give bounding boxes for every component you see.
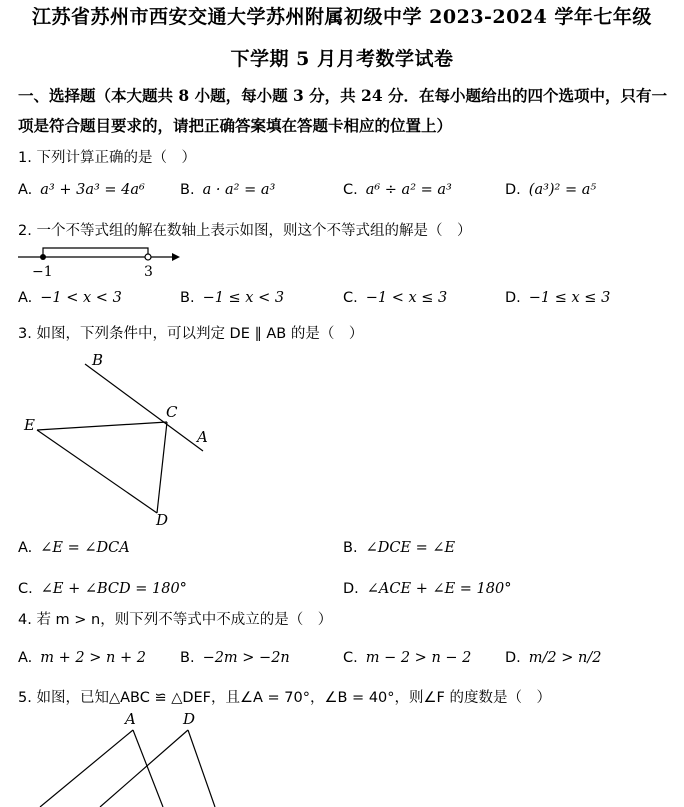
q1-option-c-text: a⁶ ÷ a² = a³ — [365, 182, 452, 198]
point-label-a: A — [197, 428, 208, 446]
q3-option-c-label: C. — [18, 581, 33, 597]
q3-option-b-text: ∠DCE = ∠E — [365, 540, 456, 556]
q2-option-b-text: −1 ≤ x < 3 — [202, 290, 285, 306]
title-line-1: 江苏省苏州市西安交通大学苏州附属初级中学 2023-2024 学年七年级 — [32, 6, 652, 28]
section-heading-line-1: 一、选择题（本大题共 8 小题，每小题 3 分，共 24 分．在每小题给出的四个选项中，只有一 — [18, 86, 668, 105]
q3-geometry-figure — [0, 345, 240, 535]
section-heading-line-2: 项是符合题目要求的，请把正确答案填在答题卡相应的位置上） — [18, 116, 453, 135]
q3-option-c[interactable] — [18, 581, 187, 597]
q4-option-b-label: B. — [180, 650, 195, 666]
q3-option-d[interactable] — [343, 581, 511, 597]
q1-option-d-label: D. — [505, 182, 521, 198]
question-2-stem: 2. 一个不等式组的解在数轴上表示如图，则这个不等式组的解是（ ） — [18, 223, 472, 239]
q1-option-d[interactable] — [505, 182, 596, 198]
q1-option-d-text: (a³)² = a⁵ — [528, 182, 597, 198]
triangle-abc-right-side — [133, 730, 163, 807]
segment-cd — [157, 422, 167, 513]
q1-option-a[interactable] — [18, 182, 145, 198]
q2-option-a-label: A. — [18, 290, 33, 306]
q3-option-a[interactable] — [18, 540, 130, 556]
q2-option-b[interactable] — [180, 290, 284, 306]
q2-option-d-label: D. — [505, 290, 521, 306]
q3-option-b[interactable] — [343, 540, 455, 556]
q4-option-a-label: A. — [18, 650, 33, 666]
q5-geometry-figure — [0, 708, 240, 807]
q4-option-a[interactable] — [18, 650, 146, 666]
q2-option-a-text: −1 < x < 3 — [40, 290, 122, 306]
title-line-2: 下学期 5 月月考数学试卷 — [230, 48, 454, 70]
point-label-a: A — [125, 710, 136, 728]
q4-option-b-text: −2m > −2n — [202, 650, 290, 666]
q4-option-c-label: C. — [343, 650, 358, 666]
q2-option-d[interactable] — [505, 290, 610, 306]
triangle-abc-left-side — [40, 730, 133, 807]
number-line-figure — [14, 243, 184, 279]
q1-option-a-text: a³ + 3a³ = 4a⁶ — [40, 182, 145, 198]
point-label-c: C — [166, 403, 178, 421]
q2-option-d-text: −1 ≤ x ≤ 3 — [528, 290, 611, 306]
q4-option-c-text: m − 2 > n − 2 — [365, 650, 472, 666]
q4-option-d-label: D. — [505, 650, 521, 666]
q4-option-c[interactable] — [343, 650, 471, 666]
q3-option-a-text: ∠E = ∠DCA — [40, 540, 130, 556]
q2-option-a[interactable] — [18, 290, 122, 306]
segment-ed — [37, 430, 157, 513]
triangle-def-right-side — [188, 730, 215, 807]
q4-option-b[interactable] — [180, 650, 290, 666]
point-label-b: B — [92, 351, 104, 369]
q3-option-d-text: ∠ACE + ∠E = 180° — [366, 581, 512, 597]
q3-option-b-label: B. — [343, 540, 358, 556]
q1-option-b-text: a · a² = a³ — [202, 182, 276, 198]
q3-option-d-label: D. — [343, 581, 359, 597]
question-5-stem: 5. 如图，已知△ABC ≌ △DEF，且∠A = 70°，∠B = 40°，则∠F 的度数是（ ） — [18, 690, 551, 706]
q2-option-b-label: B. — [180, 290, 195, 306]
line-ba — [85, 364, 203, 451]
q2-option-c-text: −1 < x ≤ 3 — [365, 290, 448, 306]
q1-option-c-label: C. — [343, 182, 358, 198]
triangle-def-left-side — [100, 730, 188, 807]
question-4-stem: 4. 若 m > n，则下列不等式中不成立的是（ ） — [18, 612, 333, 628]
solid-dot-icon — [40, 254, 46, 260]
q1-option-c[interactable] — [343, 182, 452, 198]
q3-option-c-text: ∠E + ∠BCD = 180° — [40, 581, 187, 597]
arrow-head-icon — [172, 253, 180, 261]
point-label-e: E — [24, 416, 35, 434]
question-3-stem: 3. 如图，下列条件中，可以判定 DE ∥ AB 的是（ ） — [18, 326, 364, 342]
axis-label-3: 3 — [144, 264, 153, 279]
q1-option-b-label: B. — [180, 182, 195, 198]
q3-option-a-label: A. — [18, 540, 33, 556]
question-1-stem: 1. 下列计算正确的是（ ） — [18, 150, 196, 166]
point-label-d: D — [156, 511, 169, 529]
q4-option-d[interactable] — [505, 650, 601, 666]
q1-option-b[interactable] — [180, 182, 275, 198]
axis-label-neg1: −1 — [32, 264, 53, 279]
segment-ec — [37, 422, 167, 430]
q2-option-c-label: C. — [343, 290, 358, 306]
q4-option-d-text: m/2 > n/2 — [528, 650, 602, 666]
q1-option-a-label: A. — [18, 182, 33, 198]
q2-option-c[interactable] — [343, 290, 447, 306]
q4-option-a-text: m + 2 > n + 2 — [40, 650, 146, 666]
point-label-d: D — [183, 710, 196, 728]
hollow-dot-icon — [145, 254, 151, 260]
solution-bracket — [43, 248, 148, 257]
